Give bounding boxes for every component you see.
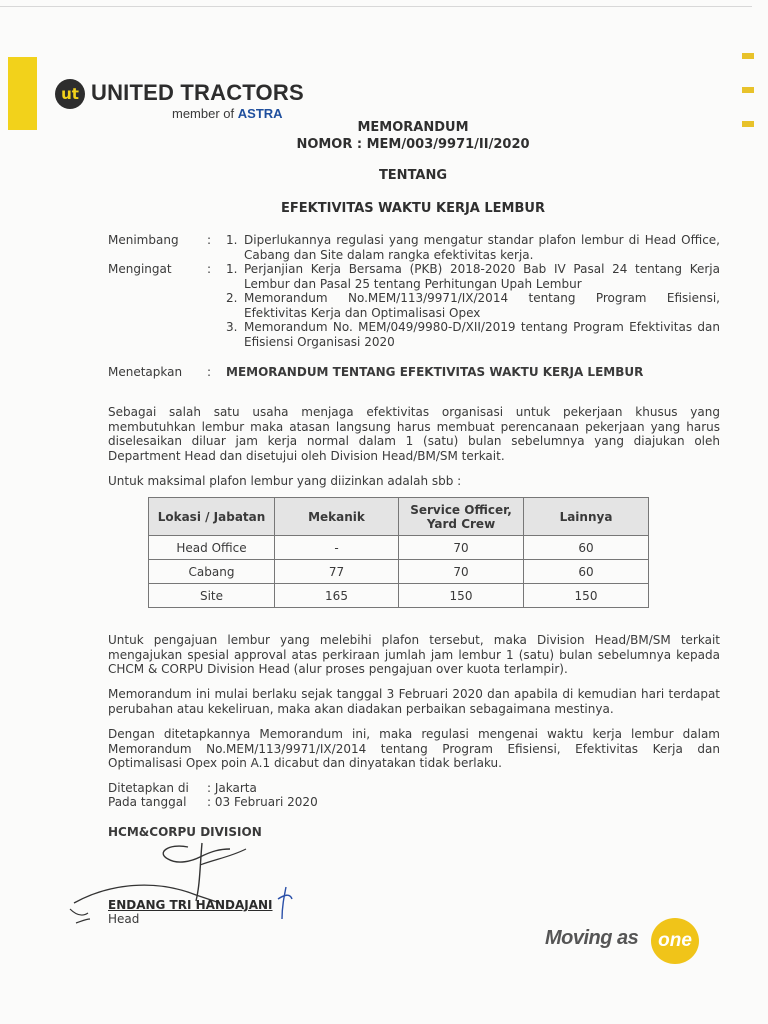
table-header-row <box>149 498 649 536</box>
table-row <box>149 560 649 584</box>
table-cell: 60 <box>524 536 649 560</box>
table-cell: 70 <box>399 560 524 584</box>
body-paragraph: Dengan ditetapkannya Memorandum ini, maka regulasi mengenai waktu kerja lembur dalam Memorandum No.MEM/113/9971/IX/2014 tentang Program Efisiensi, Efektivitas Kerja dan Optimalisasi Opex poin A.1 dicabut dan dinyatakan tidak berlaku. <box>108 727 720 770</box>
signer-title: Head <box>108 912 140 926</box>
body-paragraph: Untuk maksimal plafon lembur yang diizinkan adalah sbb : <box>108 474 462 488</box>
menetapkan-text: MEMORANDUM TENTANG EFEKTIVITAS WAKTU KERJA LEMBUR <box>226 365 644 379</box>
tagline-text: Moving as <box>545 927 639 949</box>
table-cell: 150 <box>399 584 524 608</box>
margin-mark <box>742 53 754 59</box>
menimbang-colon: : <box>207 233 212 247</box>
table-cell: 165 <box>275 584 399 608</box>
memo-subject: EFEKTIVITAS WAKTU KERJA LEMBUR <box>281 201 545 216</box>
table-cell: 77 <box>275 560 399 584</box>
table-header-cell: Mekanik <box>275 498 399 536</box>
memo-title: MEMORANDUM <box>357 120 469 135</box>
mengingat-label: Mengingat <box>108 262 172 276</box>
margin-mark <box>742 87 754 93</box>
table-header-cell: Lainnya <box>524 498 649 536</box>
date-label: Pada tanggal <box>108 795 187 809</box>
table-cell: 150 <box>524 584 649 608</box>
mengingat-num: 3. <box>226 320 238 334</box>
table-header-cell: Lokasi / Jabatan <box>149 498 275 536</box>
mengingat-item: Memorandum No.MEM/113/9971/IX/2014 tentang Program Efisiensi, Efektivitas Kerja dan Optimalisasi Opex <box>244 291 720 320</box>
mengingat-num: 2. <box>226 291 238 305</box>
table-cell: Head Office <box>149 536 275 560</box>
table-cell: 60 <box>524 560 649 584</box>
menetapkan-label: Menetapkan <box>108 365 183 379</box>
menimbang-num: 1. <box>226 233 238 247</box>
table-cell: Cabang <box>149 560 275 584</box>
table-row <box>149 536 649 560</box>
signer-name: ENDANG TRI HANDAJANI <box>108 898 273 912</box>
memo-about: TENTANG <box>378 168 448 183</box>
member-of-astra: member of ASTRA <box>172 106 283 121</box>
place-value: : Jakarta <box>207 781 257 795</box>
company-logo-icon: ut <box>55 79 85 109</box>
memo-number: NOMOR : MEM/003/9971/II/2020 <box>296 137 530 152</box>
body-paragraph: Memorandum ini mulai berlaku sejak tanggal 3 Februari 2020 dan apabila di kemudian hari terdapat perubahan atau kekeliruan, maka akan diadakan perbaikan sebagaimana mestinya. <box>108 687 720 716</box>
mengingat-num: 1. <box>226 262 238 276</box>
division-name: HCM&CORPU DIVISION <box>108 825 262 839</box>
table-header-cell: Service Officer, Yard Crew <box>399 498 524 536</box>
table-cell: - <box>275 536 399 560</box>
table-cell: Site <box>149 584 275 608</box>
mengingat-item: Memorandum No. MEM/049/9980-D/XII/2019 tentang Program Efektivitas dan Efisiensi Organisasi 2020 <box>244 320 720 349</box>
mengingat-colon: : <box>207 262 212 276</box>
overtime-plafon-table <box>148 497 649 608</box>
mengingat-item: Perjanjian Kerja Bersama (PKB) 2018-2020 Bab IV Pasal 24 tentang Kerja Lembur dan Pasal 25 tentang Perhitungan Upah Lembur <box>244 262 720 291</box>
company-name: UNITED TRACTORS <box>91 80 304 105</box>
signature-icon <box>60 835 310 935</box>
place-label: Ditetapkan di <box>108 781 189 795</box>
astra-brand: ASTRA <box>237 106 283 121</box>
table-row <box>149 584 649 608</box>
menimbang-label: Menimbang <box>108 233 179 247</box>
date-value: : 03 Februari 2020 <box>207 795 318 809</box>
table-cell: 70 <box>399 536 524 560</box>
body-paragraph: Untuk pengajuan lembur yang melebihi plafon tersebut, maka Division Head/BM/SM terkait mengajukan spesial approval atas perkiraan jumlah jam lembur 1 (satu) bulan sebelumnya kepada CHCM & CORPU Division Head (alur proses pengajuan over kuota terlampir). <box>108 633 720 676</box>
menetapkan-colon: : <box>207 365 212 379</box>
menimbang-item: Diperlukannya regulasi yang mengatur standar plafon lembur di Head Office, Cabang dan Site dalam rangka efektivitas kerja. <box>244 233 720 262</box>
tagline-one-badge: one <box>651 918 699 964</box>
top-divider <box>0 6 752 7</box>
body-paragraph: Sebagai salah satu usaha menjaga efektivitas organisasi untuk pekerjaan khusus yang membutuhkan lembur maka atasan langsung harus membuat perencanaan pekerjaan yang harus diselesaikan diluar jam kerja normal dalam 1 (satu) bulan sebelumnya yang diajukan oleh Department Head dan disetujui oleh Division Head/BM/SM terkait. <box>108 405 720 463</box>
